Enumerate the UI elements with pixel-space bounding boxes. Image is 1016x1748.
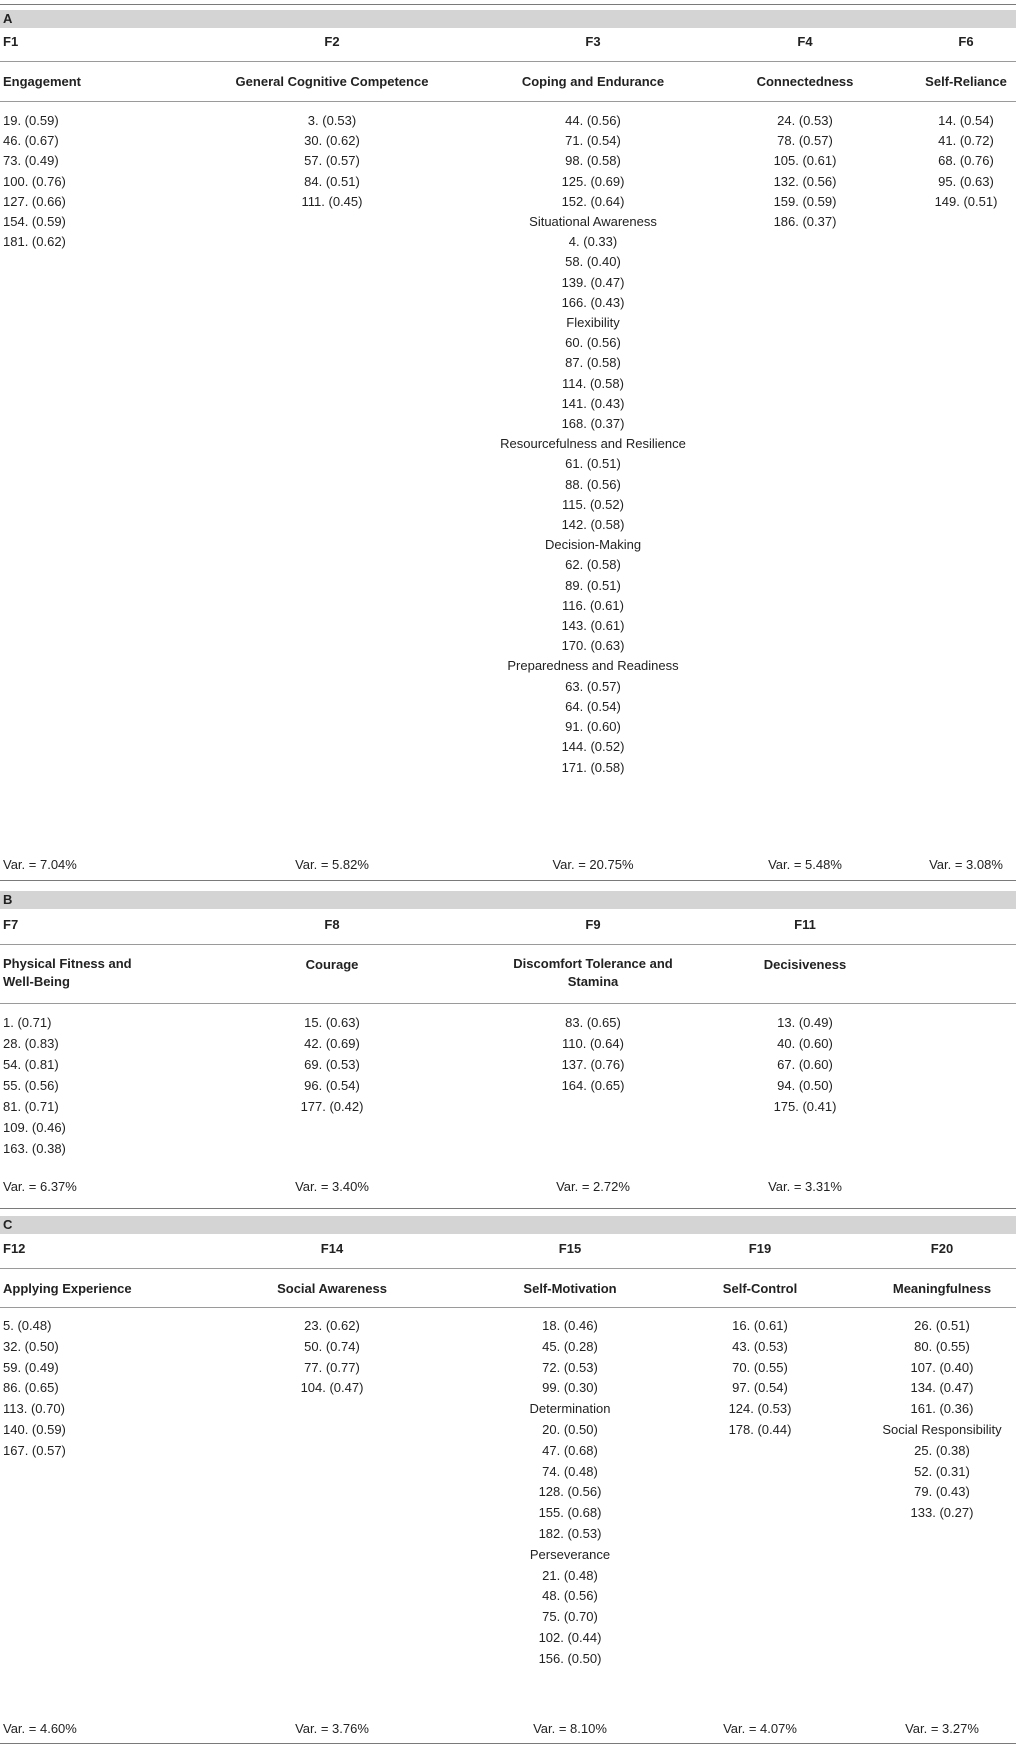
factor-id: F8 (324, 917, 340, 932)
item-loading: 152. (0.64) (561, 193, 625, 209)
item-loading: 127. (0.66) (3, 193, 66, 209)
subscale-label: Determination (529, 1401, 611, 1417)
item-loading: 144. (0.52) (561, 739, 625, 755)
section-header (0, 891, 1016, 909)
item-loading: 170. (0.63) (561, 638, 625, 654)
variance-value: Var. = 8.10% (533, 1721, 607, 1736)
item-loading: 178. (0.44) (728, 1421, 792, 1437)
item-loading: 125. (0.69) (561, 173, 625, 189)
item-loading: 14. (0.54) (938, 113, 994, 128)
item-loading: 111. (0.45) (301, 193, 363, 209)
item-loading: 175. (0.41) (773, 1099, 837, 1114)
factor-name: Courage (305, 957, 359, 972)
item-loading: 134. (0.47) (910, 1380, 974, 1396)
factor-id: F1 (3, 34, 19, 49)
item-loading: 88. (0.56) (565, 476, 621, 492)
item-loading: 97. (0.54) (732, 1380, 788, 1396)
item-loading: 177. (0.42) (300, 1099, 364, 1114)
subscale-label: Decision-Making (544, 537, 642, 553)
item-loading: 60. (0.56) (565, 335, 621, 351)
item-loading: 48. (0.56) (542, 1588, 598, 1604)
item-loading: 166. (0.43) (561, 294, 625, 310)
header-rule (0, 61, 1016, 62)
factor-name: Self-Motivation (523, 1281, 617, 1296)
factor-id: F11 (794, 917, 816, 932)
item-loading: 95. (0.63) (938, 173, 994, 189)
item-loading: 91. (0.60) (565, 719, 621, 735)
factor-name: Self-Reliance (925, 74, 1007, 89)
header-rule (0, 1003, 1016, 1004)
section-bottom-rule (0, 880, 1016, 881)
item-loading: 3. (0.53) (307, 113, 357, 128)
item-loading: 107. (0.40) (910, 1359, 974, 1375)
section-c (0, 1216, 1016, 1744)
factor-name: General Cognitive Competence (235, 74, 429, 89)
item-loading: 81. (0.71) (3, 1099, 59, 1114)
item-loading: 21. (0.48) (542, 1567, 598, 1583)
variance-value: Var. = 3.31% (768, 1179, 842, 1194)
item-loading: 186. (0.37) (773, 214, 837, 230)
variance-value: Var. = 20.75% (552, 857, 634, 872)
factor-items (301, 1012, 364, 1117)
item-loading: 52. (0.31) (914, 1463, 970, 1479)
item-loading: 87. (0.58) (565, 355, 621, 371)
factor-items (729, 1316, 792, 1441)
subscale-label: Social Responsibility (882, 1421, 1002, 1437)
section-bottom-rule (0, 1743, 1016, 1744)
item-loading: 70. (0.55) (732, 1359, 788, 1375)
item-loading: 168. (0.37) (561, 416, 625, 432)
item-loading: 142. (0.58) (561, 517, 625, 533)
item-loading: 15. (0.63) (304, 1015, 360, 1030)
factor-id: F19 (748, 1241, 772, 1256)
item-loading: 68. (0.76) (938, 153, 994, 169)
item-loading: 132. (0.56) (773, 173, 837, 189)
item-loading: 98. (0.58) (565, 153, 621, 169)
item-loading: 124. (0.53) (728, 1401, 792, 1417)
header-rule (0, 1307, 1016, 1308)
variance-value: Var. = 3.27% (905, 1721, 979, 1736)
factor-items (500, 111, 686, 778)
subscale-label: Flexibility (566, 315, 620, 331)
item-loading: 139. (0.47) (561, 274, 625, 290)
item-loading: 137. (0.76) (561, 1057, 625, 1072)
header-rule (0, 944, 1016, 945)
section-bottom-rule (0, 1208, 1016, 1209)
item-loading: 41. (0.72) (938, 133, 994, 149)
variance-value: Var. = 2.72% (556, 1179, 630, 1194)
section-header (0, 1216, 1016, 1234)
variance-value: Var. = 4.60% (3, 1721, 77, 1736)
factor-items (302, 111, 363, 212)
item-loading: 30. (0.62) (304, 133, 360, 149)
item-loading: 94. (0.50) (777, 1078, 833, 1093)
section-label: B (3, 892, 13, 907)
factor-id: F9 (585, 917, 601, 932)
factor-id: F4 (797, 34, 813, 49)
item-loading: 1. (0.71) (3, 1015, 52, 1030)
item-loading: 96. (0.54) (304, 1078, 360, 1093)
table-top-rule (0, 4, 1016, 5)
item-loading: 86. (0.65) (3, 1380, 59, 1396)
factor-items (3, 1012, 66, 1159)
factor-id: F7 (3, 917, 19, 932)
item-loading: 110. (0.64) (562, 1036, 624, 1051)
item-loading: 40. (0.60) (777, 1036, 833, 1051)
item-loading: 155. (0.68) (538, 1505, 602, 1521)
item-loading: 109. (0.46) (3, 1120, 66, 1135)
header-rule (0, 101, 1016, 102)
item-loading: 181. (0.62) (3, 234, 66, 250)
factor-items (562, 1012, 625, 1096)
factor-items (774, 1012, 837, 1117)
item-loading: 44. (0.56) (565, 113, 621, 128)
item-loading: 24. (0.53) (777, 113, 833, 128)
item-loading: 89. (0.51) (565, 577, 621, 593)
factor-id: F15 (558, 1241, 582, 1256)
item-loading: 154. (0.59) (3, 214, 66, 230)
item-loading: 64. (0.54) (565, 698, 621, 714)
item-loading: 67. (0.60) (777, 1057, 833, 1072)
item-loading: 105. (0.61) (773, 153, 837, 169)
item-loading: 26. (0.51) (914, 1318, 970, 1333)
variance-value: Var. = 5.82% (295, 857, 369, 872)
item-loading: 113. (0.70) (3, 1401, 65, 1417)
item-loading: 57. (0.57) (304, 153, 360, 169)
factor-name: Physical Fitness and Well-Being (3, 956, 132, 989)
subscale-label: Perseverance (529, 1546, 611, 1562)
item-loading: 72. (0.53) (542, 1359, 598, 1375)
item-loading: 43. (0.53) (732, 1338, 788, 1354)
item-loading: 42. (0.69) (304, 1036, 360, 1051)
factor-items (301, 1316, 364, 1399)
variance-value: Var. = 7.04% (3, 857, 77, 872)
variance-value: Var. = 3.08% (929, 857, 1003, 872)
item-loading: 149. (0.51) (934, 193, 998, 209)
variance-value: Var. = 4.07% (723, 1721, 797, 1736)
item-loading: 182. (0.53) (538, 1525, 602, 1541)
factor-name: Engagement (3, 74, 82, 89)
item-loading: 133. (0.27) (910, 1505, 974, 1521)
item-loading: 159. (0.59) (773, 193, 837, 209)
item-loading: 61. (0.51) (565, 456, 621, 472)
item-loading: 167. (0.57) (3, 1442, 66, 1458)
item-loading: 104. (0.47) (300, 1380, 364, 1396)
item-loading: 115. (0.52) (562, 496, 624, 512)
item-loading: 79. (0.43) (914, 1484, 970, 1500)
item-loading: 23. (0.62) (304, 1318, 360, 1333)
variance-value: Var. = 3.40% (295, 1179, 369, 1194)
item-loading: 62. (0.58) (565, 557, 621, 573)
item-loading: 5. (0.48) (3, 1318, 52, 1333)
variance-value: Var. = 6.37% (3, 1179, 77, 1194)
factor-name: Applying Experience (3, 1281, 132, 1296)
item-loading: 75. (0.70) (542, 1609, 598, 1625)
variance-value: Var. = 5.48% (768, 857, 842, 872)
item-loading: 71. (0.54) (565, 133, 621, 149)
factor-items (935, 111, 998, 212)
item-loading: 143. (0.61) (561, 618, 625, 634)
factor-items (3, 1316, 66, 1462)
factor-items (530, 1316, 611, 1670)
factor-id: F14 (320, 1241, 344, 1256)
item-loading: 156. (0.50) (538, 1650, 602, 1666)
section-b (0, 891, 1016, 1211)
subscale-label: Resourcefulness and Resilience (500, 436, 686, 452)
item-loading: 4. (0.33) (568, 234, 618, 250)
item-loading: 128. (0.56) (538, 1484, 602, 1500)
section-label: A (3, 11, 13, 26)
factor-id: F12 (3, 1241, 26, 1256)
factor-name: Coping and Endurance (521, 74, 665, 89)
factor-name: Discomfort Tolerance and Stamina (513, 956, 673, 989)
item-loading: 28. (0.83) (3, 1036, 59, 1051)
item-loading: 45. (0.28) (542, 1338, 598, 1354)
factor-items (774, 111, 837, 232)
item-loading: 100. (0.76) (3, 173, 66, 189)
item-loading: 84. (0.51) (304, 173, 360, 189)
item-loading: 114. (0.58) (562, 375, 624, 391)
item-loading: 32. (0.50) (3, 1338, 59, 1354)
item-loading: 140. (0.59) (3, 1421, 66, 1437)
item-loading: 73. (0.49) (3, 153, 59, 169)
factor-items (3, 111, 66, 252)
item-loading: 163. (0.38) (3, 1141, 66, 1156)
factor-name: Decisiveness (763, 957, 847, 972)
item-loading: 18. (0.46) (542, 1318, 598, 1333)
subscale-label: Situational Awareness (529, 214, 657, 230)
item-loading: 99. (0.30) (542, 1380, 598, 1396)
item-loading: 69. (0.53) (304, 1057, 360, 1072)
section-a (0, 10, 1016, 880)
factor-id: F20 (930, 1241, 954, 1256)
section-label: C (3, 1217, 13, 1232)
item-loading: 13. (0.49) (777, 1015, 833, 1030)
item-loading: 116. (0.61) (562, 597, 624, 613)
item-loading: 59. (0.49) (3, 1359, 59, 1375)
factor-name: Meaningfulness (892, 1281, 992, 1296)
item-loading: 50. (0.74) (304, 1338, 360, 1354)
item-loading: 171. (0.58) (561, 759, 625, 775)
item-loading: 58. (0.40) (565, 254, 621, 270)
subscale-label: Preparedness and Readiness (507, 658, 679, 674)
item-loading: 55. (0.56) (3, 1078, 59, 1093)
factor-id: F2 (324, 34, 340, 49)
item-loading: 83. (0.65) (565, 1015, 621, 1030)
item-loading: 74. (0.48) (542, 1463, 598, 1479)
item-loading: 20. (0.50) (542, 1421, 598, 1437)
item-loading: 47. (0.68) (542, 1442, 598, 1458)
header-rule (0, 1268, 1016, 1269)
item-loading: 102. (0.44) (538, 1629, 602, 1645)
item-loading: 46. (0.67) (3, 133, 59, 149)
item-loading: 16. (0.61) (732, 1318, 788, 1333)
item-loading: 63. (0.57) (565, 678, 621, 694)
item-loading: 80. (0.55) (914, 1338, 970, 1354)
factor-items (882, 1316, 1001, 1524)
section-header (0, 10, 1016, 28)
item-loading: 77. (0.77) (304, 1359, 360, 1375)
factor-name: Self-Control (722, 1281, 798, 1296)
item-loading: 164. (0.65) (561, 1078, 625, 1093)
factor-name: Connectedness (756, 74, 854, 89)
factor-id: F6 (958, 34, 974, 49)
factor-name: Social Awareness (277, 1281, 387, 1296)
item-loading: 54. (0.81) (3, 1057, 59, 1072)
item-loading: 25. (0.38) (914, 1442, 970, 1458)
item-loading: 78. (0.57) (777, 133, 833, 149)
item-loading: 141. (0.43) (561, 395, 625, 411)
item-loading: 161. (0.36) (910, 1401, 974, 1417)
variance-value: Var. = 3.76% (295, 1721, 369, 1736)
factor-id: F3 (585, 34, 601, 49)
item-loading: 19. (0.59) (3, 113, 59, 128)
